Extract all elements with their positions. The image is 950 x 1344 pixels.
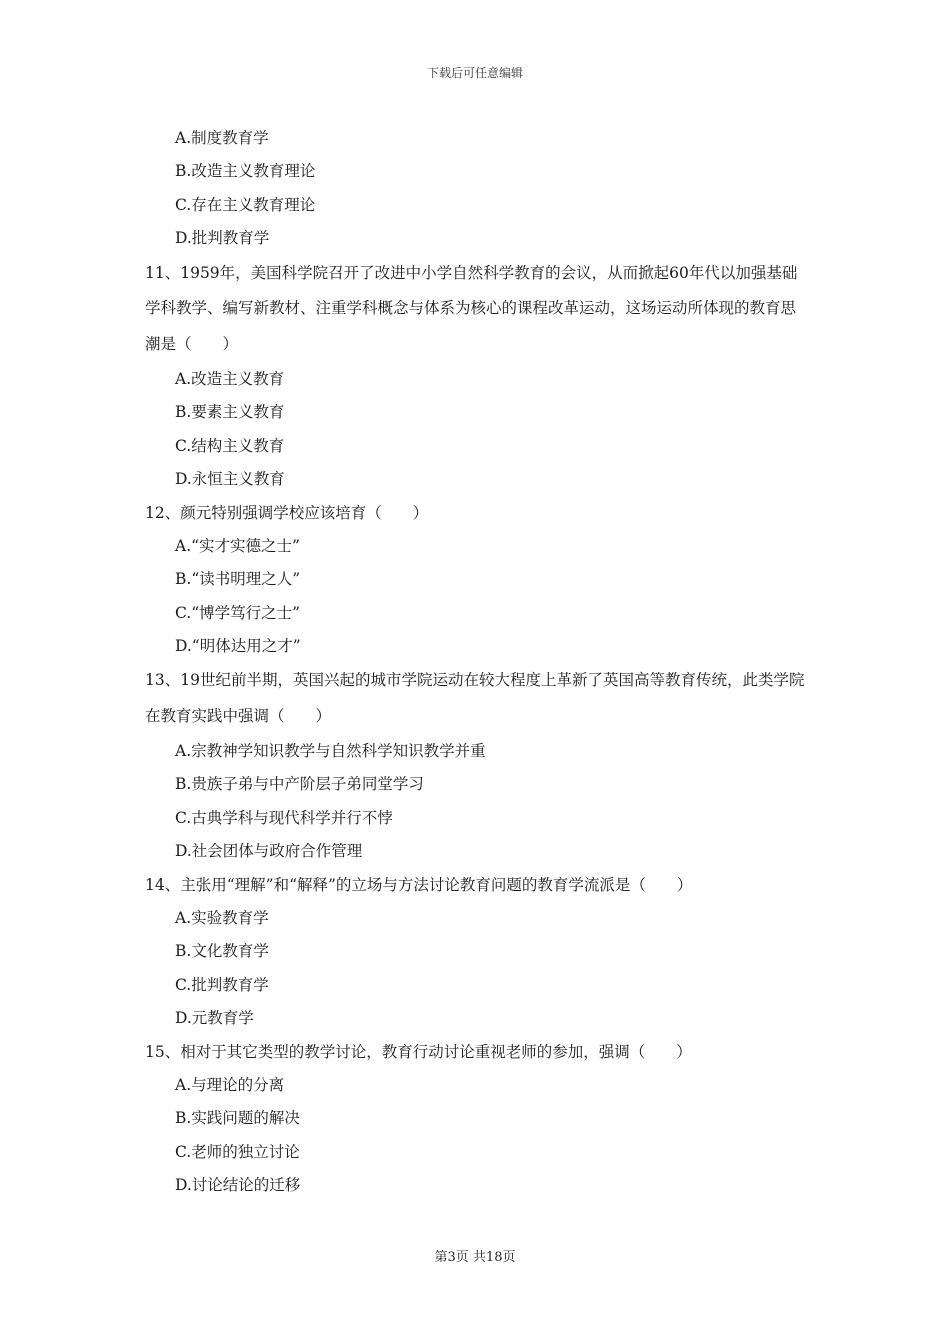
option-item: A.实验教育学 xyxy=(175,909,269,928)
option-item: B.贵族子弟与中产阶层子弟同堂学习 xyxy=(175,775,424,794)
option-item: D.讨论结论的迁移 xyxy=(175,1176,301,1195)
question-stem: 11、1959年，美国科学院召开了改进中小学自然科学教育的会议，从而掀起60年代以加强基础学科教学、编写新教材、注重学科概念与体系为核心的课程改革运动，这场运动所体现的教育思潮是（ ） xyxy=(145,263,798,354)
option-item: A.与理论的分离 xyxy=(175,1075,285,1094)
question-stem: 13、19世纪前半期，英国兴起的城市学院运动在较大程度上革新了英国高等教育传统，此类学院在教育实践中强调（ ） xyxy=(145,671,805,726)
question-content xyxy=(145,122,810,1203)
option-item: D.元教育学 xyxy=(175,1009,254,1028)
option-item: D.批判教育学 xyxy=(175,229,270,248)
question-14 xyxy=(145,869,810,1036)
prev-question-options xyxy=(145,122,810,256)
header-note: 下载后可任意编辑 xyxy=(426,66,523,80)
option-item: C.存在主义教育理论 xyxy=(175,195,316,214)
option-item: C.老师的独立讨论 xyxy=(175,1142,300,1161)
option-item: B.改造主义教育理论 xyxy=(175,162,316,181)
option-item: A.宗教神学知识教学与自然科学知识教学并重 xyxy=(175,742,486,761)
option-item: B.文化教育学 xyxy=(175,942,269,961)
option-item: D.社会团体与政府合作管理 xyxy=(175,842,363,861)
question-15 xyxy=(145,1036,810,1203)
option-item: C.结构主义教育 xyxy=(175,436,285,455)
page-number: 第3页 共18页 xyxy=(434,1250,516,1265)
question-stem: 14、主张用“理解”和“解释”的立场与方法讨论教育问题的教育学流派是（ ） xyxy=(145,875,693,894)
question-stem: 15、相对于其它类型的教学讨论，教育行动讨论重视老师的参加，强调（ ） xyxy=(145,1042,692,1061)
option-item: C.“博学笃行之士” xyxy=(175,603,301,622)
option-item: A.改造主义教育 xyxy=(175,369,285,388)
question-13 xyxy=(145,663,810,868)
question-stem: 12、颜元特别强调学校应该培育（ ） xyxy=(145,503,429,522)
option-item: B.实践问题的解决 xyxy=(175,1109,300,1128)
option-item: D.“明体达用之才” xyxy=(175,637,301,656)
option-item: B.“读书明理之人” xyxy=(175,570,301,589)
question-11 xyxy=(145,256,810,497)
option-item: C.古典学科与现代科学并行不悖 xyxy=(175,808,393,827)
option-item: B.要素主义教育 xyxy=(175,403,285,422)
option-item: D.永恒主义教育 xyxy=(175,470,285,489)
option-item: A.制度教育学 xyxy=(175,129,269,147)
question-12 xyxy=(145,497,810,664)
option-item: A.“实才实德之士” xyxy=(175,536,300,555)
option-item: C.批判教育学 xyxy=(175,975,269,994)
